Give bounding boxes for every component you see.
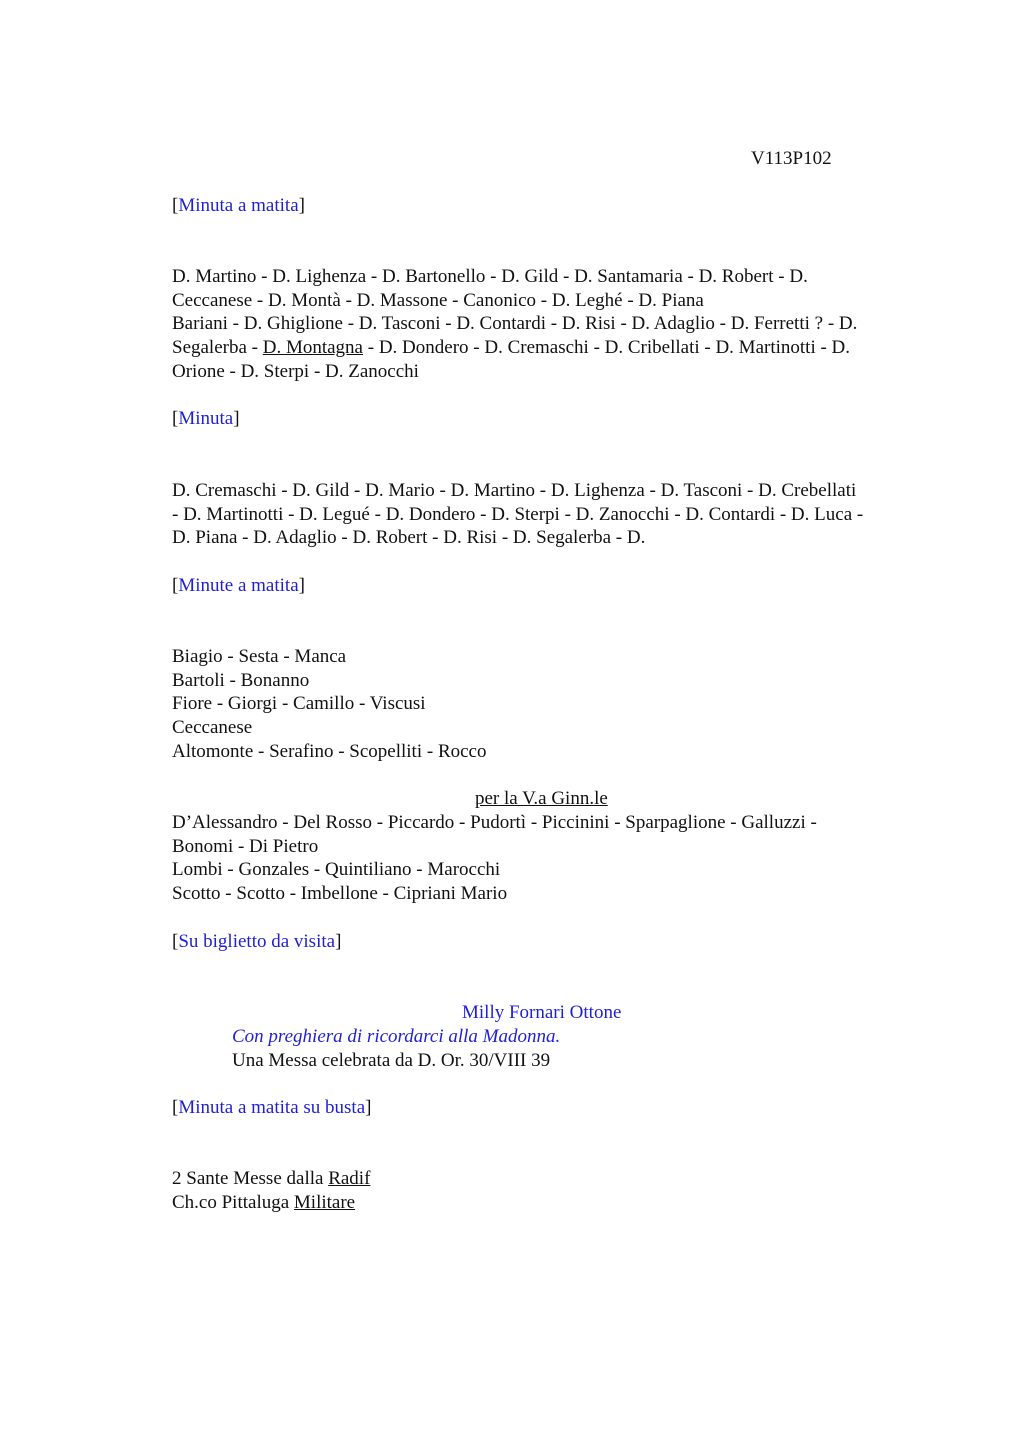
text-line: Lombi - Gonzales - Quintiliano - Marocchi xyxy=(172,859,501,881)
text-line: D. Cremaschi - D. Gild - D. Mario - D. Martino - D. Lighenza - D. Tasconi - D. Crebellati xyxy=(172,480,857,501)
envelope-notes xyxy=(172,1167,932,1214)
visiting-card-italic-line: Con preghiera di ricordarci alla Madonna. xyxy=(232,1026,561,1047)
editorial-note-3: [Minute a matita] xyxy=(172,575,305,596)
name-list-1 xyxy=(172,265,932,384)
text-line: Fiore - Giorgi - Camillo - Viscusi xyxy=(172,693,426,715)
text-line: 2 Sante Messe dalla Radif xyxy=(172,1168,371,1189)
text-line: Scotto - Scotto - Imbellone - Cipriani Mario xyxy=(172,883,508,905)
text-line: Orione - D. Sterpi - D. Zanocchi xyxy=(172,360,419,382)
text-line: Ch.co Pittaluga Militare xyxy=(172,1191,356,1213)
underlined-name: D. Montagna xyxy=(262,337,363,359)
editorial-note-text: Minute a matita xyxy=(178,575,299,596)
underlined-word: Militare xyxy=(293,1191,356,1213)
text-line: Altomonte - Serafino - Scopelliti - Rocco xyxy=(172,740,487,762)
text-line: D. Piana - D. Adaglio - D. Robert - D. Risi - D. Segalerba - D. xyxy=(172,527,646,549)
editorial-note-text: Minuta xyxy=(178,408,234,429)
visiting-card-name: Milly Fornari Ottone xyxy=(462,1002,622,1023)
text-line: D’Alessandro - Del Rosso - Piccardo - Pudortì - Piccinini - Sparpaglione - Galluzzi - xyxy=(172,812,817,833)
text-line: Bartoli - Bonanno xyxy=(172,669,310,691)
underlined-word: Radif xyxy=(328,1168,371,1189)
visiting-card-plain-line: Una Messa celebrata da D. Or. 30/VIII 39 xyxy=(232,1049,551,1071)
visiting-card-text xyxy=(232,1025,560,1072)
class-subheading: per la V.a Ginn.le xyxy=(475,788,608,809)
editorial-note-text: Minuta a matita su busta xyxy=(178,1097,366,1118)
text-line: Bariani - D. Ghiglione - D. Tasconi - D. Contardi - D. Risi - D. Adaglio - D. Ferretti ? - D. xyxy=(172,313,858,335)
name-list-2 xyxy=(172,479,932,550)
text-line: D. Martino - D. Lighenza - D. Bartonello - D. Gild - D. Santamaria - D. Robert - D. xyxy=(172,266,808,287)
editorial-note-4: [Su biglietto da visita] xyxy=(172,931,342,952)
editorial-note-text: Minuta a matita xyxy=(178,195,299,216)
text-line: Biagio - Sesta - Manca xyxy=(172,646,347,667)
text-line: - D. Martinotti - D. Legué - D. Dondero - D. Sterpi - D. Zanocchi - D. Contardi - D. Luca - xyxy=(172,503,864,525)
editorial-note-1: [Minuta a matita] xyxy=(172,195,305,216)
text-line: Ceccanese - D. Montà - D. Massone - Canonico - D. Leghé - D. Piana xyxy=(172,289,704,311)
text-line: Ceccanese xyxy=(172,717,253,739)
name-list-3 xyxy=(172,645,932,764)
text-line: Segalerba - D. Montagna - D. Dondero - D. Cremaschi - D. Cribellati - D. Martinotti - D. xyxy=(172,337,851,359)
text-line: Bonomi - Di Pietro xyxy=(172,835,319,857)
name-list-4 xyxy=(172,811,932,906)
editorial-note-5: [Minuta a matita su busta] xyxy=(172,1097,372,1118)
editorial-note-text: Su biglietto da visita xyxy=(178,931,336,952)
document-reference: V113P102 xyxy=(751,148,832,169)
editorial-note-2: [Minuta] xyxy=(172,408,240,429)
